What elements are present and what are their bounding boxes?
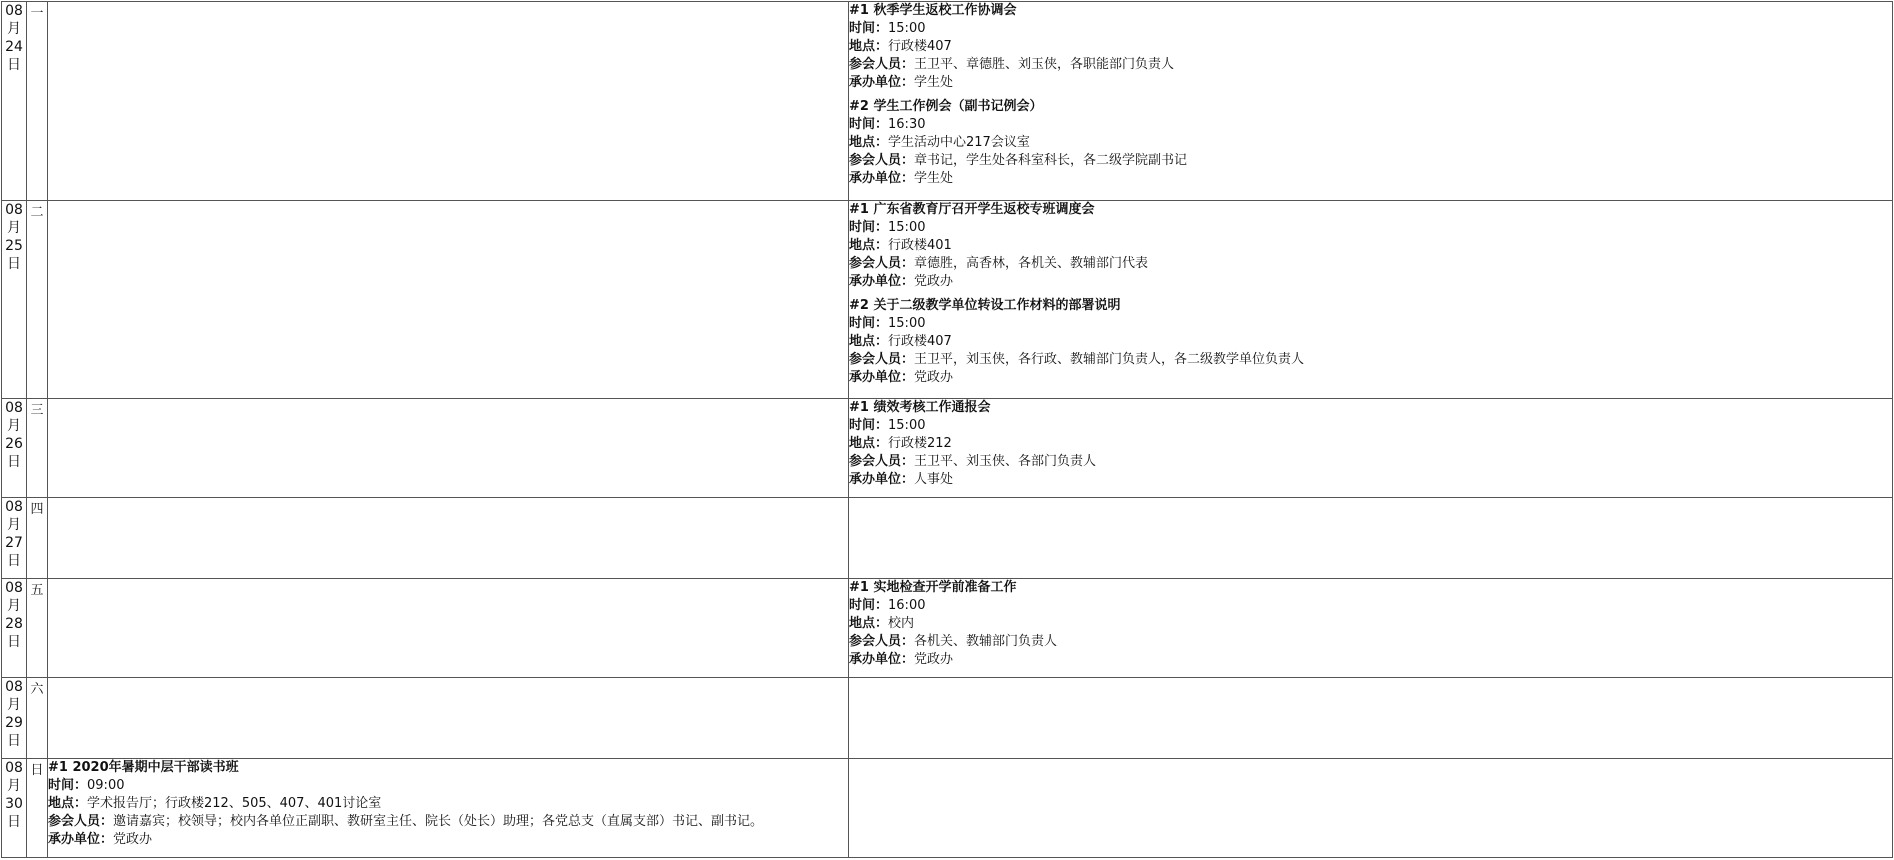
date-cell (2, 759, 27, 858)
date-day-char: 日 (7, 553, 21, 569)
meeting-time-label: 时间： (849, 418, 889, 433)
meeting-time-label: 时间： (849, 220, 889, 235)
meeting-title: #1 广东省教育厅召开学生返校专班调度会 (849, 202, 1095, 217)
meeting-time-value: 15:00 (888, 220, 926, 235)
date-day: 29 (5, 715, 23, 731)
meeting-time-value: 16:30 (888, 117, 926, 132)
meeting-location-value: 学生活动中心217会议室 (888, 135, 1030, 150)
meeting-entry (849, 201, 1892, 291)
date-month-char: 月 (7, 778, 21, 794)
date-month: 08 (5, 499, 23, 515)
meeting-attendees-line (849, 351, 1892, 369)
meeting-attendees-label: 参会人员： (849, 454, 915, 469)
day-row (2, 498, 1893, 579)
date-month-char: 月 (7, 21, 21, 37)
day-row (2, 2, 1893, 201)
meeting-entry (849, 98, 1892, 188)
meeting-time-line (849, 597, 1892, 615)
meeting-location-line (849, 237, 1892, 255)
afternoon-slot (849, 399, 1893, 498)
date-month: 08 (5, 3, 23, 19)
meeting-organizer-line (849, 273, 1892, 291)
meeting-location-value: 行政楼212 (888, 436, 952, 451)
meeting-organizer-line (48, 831, 848, 849)
meeting-time-label: 时间： (48, 778, 88, 793)
meeting-attendees-line (849, 633, 1892, 651)
meeting-location-line (849, 38, 1892, 56)
meeting-location-label: 地点： (849, 334, 889, 349)
meeting-entry (849, 297, 1892, 387)
date-month-char: 月 (7, 598, 21, 614)
date-day-char: 日 (7, 634, 21, 650)
date-day-char: 日 (7, 256, 21, 272)
weekday-cell: 三 (27, 399, 48, 498)
meeting-organizer-value: 学生处 (914, 171, 954, 186)
meeting-title: #1 绩效考核工作通报会 (849, 400, 991, 415)
schedule-body (2, 2, 1893, 858)
meeting-organizer-label: 承办单位： (48, 832, 114, 847)
morning-slot (48, 678, 849, 759)
meeting-location-value: 行政楼407 (888, 39, 952, 54)
meeting-attendees-label: 参会人员： (849, 153, 915, 168)
meeting-organizer-label: 承办单位： (849, 274, 915, 289)
morning-slot (48, 579, 849, 678)
meeting-time-line (849, 20, 1892, 38)
day-row (2, 201, 1893, 399)
meeting-time-label: 时间： (849, 598, 889, 613)
meeting-location-line (849, 615, 1892, 633)
meeting-location-label: 地点： (849, 238, 889, 253)
meeting-organizer-label: 承办单位： (849, 370, 915, 385)
morning-slot (48, 2, 849, 201)
date-cell (2, 678, 27, 759)
day-row (2, 579, 1893, 678)
date-day: 25 (5, 238, 23, 254)
date-month: 08 (5, 679, 23, 695)
meeting-location-line (48, 795, 848, 813)
morning-slot (48, 498, 849, 579)
meeting-time-line (849, 116, 1892, 134)
date-cell (2, 2, 27, 201)
date-month: 08 (5, 202, 23, 218)
meeting-attendees-line (849, 453, 1892, 471)
afternoon-slot (849, 2, 1893, 201)
meeting-title: #2 关于二级教学单位转设工作材料的部署说明 (849, 298, 1121, 313)
meeting-location-label: 地点： (849, 616, 889, 631)
meeting-organizer-value: 学生处 (914, 75, 954, 90)
meeting-attendees-label: 参会人员： (849, 634, 915, 649)
meeting-time-line (849, 417, 1892, 435)
date-day: 27 (5, 535, 23, 551)
date-day-char: 日 (7, 454, 21, 470)
morning-slot (48, 201, 849, 399)
date-month-char: 月 (7, 220, 21, 236)
meeting-attendees-label: 参会人员： (48, 814, 114, 829)
meeting-entry (849, 2, 1892, 92)
meeting-attendees-line (48, 813, 848, 831)
date-day-char: 日 (7, 733, 21, 749)
meeting-title: #2 学生工作例会（副书记例会） (849, 99, 1043, 114)
meeting-attendees-value: 各机关、教辅部门负责人 (914, 634, 1058, 649)
meeting-time-line (849, 219, 1892, 237)
meeting-organizer-label: 承办单位： (849, 75, 915, 90)
meeting-time-value: 15:00 (888, 316, 926, 331)
meeting-location-label: 地点： (48, 796, 88, 811)
date-month-char: 月 (7, 517, 21, 533)
meeting-time-value: 16:00 (888, 598, 926, 613)
date-cell (2, 579, 27, 678)
date-cell (2, 498, 27, 579)
meeting-time-label: 时间： (849, 21, 889, 36)
meeting-time-line (48, 777, 848, 795)
date-cell (2, 399, 27, 498)
meeting-title: #1 2020年暑期中层干部读书班 (48, 760, 239, 775)
meeting-attendees-label: 参会人员： (849, 57, 915, 72)
meeting-location-label: 地点： (849, 436, 889, 451)
day-row (2, 678, 1893, 759)
meeting-attendees-label: 参会人员： (849, 256, 915, 271)
meeting-location-label: 地点： (849, 39, 889, 54)
meeting-location-value: 学术报告厅；行政楼212、505、407、401讨论室 (87, 796, 382, 811)
date-cell (2, 201, 27, 399)
meeting-attendees-line (849, 255, 1892, 273)
meeting-organizer-label: 承办单位： (849, 171, 915, 186)
meeting-entry (48, 759, 848, 849)
date-day-char: 日 (7, 57, 21, 73)
meeting-organizer-line (849, 651, 1892, 669)
afternoon-slot (849, 678, 1893, 759)
day-row (2, 759, 1893, 858)
meeting-organizer-value: 党政办 (914, 274, 954, 289)
meeting-time-value: 09:00 (87, 778, 125, 793)
meeting-attendees-label: 参会人员： (849, 352, 915, 367)
meeting-attendees-value: 王卫平，刘玉侠，各行政、教辅部门负责人，各二级教学单位负责人 (914, 352, 1305, 367)
meeting-location-line (849, 134, 1892, 152)
weekday-cell: 一 (27, 2, 48, 201)
meeting-organizer-value: 党政办 (113, 832, 153, 847)
meeting-organizer-value: 人事处 (914, 472, 954, 487)
meeting-attendees-line (849, 152, 1892, 170)
morning-slot (48, 759, 849, 858)
meeting-organizer-value: 党政办 (914, 370, 954, 385)
meeting-location-label: 地点： (849, 135, 889, 150)
date-day-char: 日 (7, 814, 21, 830)
meeting-attendees-value: 章德胜，高香林，各机关、教辅部门代表 (914, 256, 1149, 271)
meeting-organizer-label: 承办单位： (849, 472, 915, 487)
meeting-time-label: 时间： (849, 316, 889, 331)
meeting-attendees-line (849, 56, 1892, 74)
date-month: 08 (5, 400, 23, 416)
meeting-time-line (849, 315, 1892, 333)
meeting-location-line (849, 333, 1892, 351)
date-day: 28 (5, 616, 23, 632)
meeting-entry (849, 399, 1892, 489)
meeting-location-value: 行政楼407 (888, 334, 952, 349)
meeting-location-value: 校内 (888, 616, 915, 631)
meeting-organizer-label: 承办单位： (849, 652, 915, 667)
meeting-organizer-value: 党政办 (914, 652, 954, 667)
date-month: 08 (5, 580, 23, 596)
morning-slot (48, 399, 849, 498)
meeting-location-value: 行政楼401 (888, 238, 952, 253)
day-row (2, 399, 1893, 498)
date-month: 08 (5, 760, 23, 776)
meeting-organizer-line (849, 369, 1892, 387)
weekly-schedule-table (1, 1, 1893, 858)
meeting-organizer-line (849, 74, 1892, 92)
date-day: 24 (5, 39, 23, 55)
afternoon-slot (849, 579, 1893, 678)
afternoon-slot (849, 759, 1893, 858)
afternoon-slot (849, 498, 1893, 579)
meeting-entry (849, 579, 1892, 669)
date-day: 26 (5, 436, 23, 452)
meeting-attendees-value: 邀请嘉宾；校领导；校内各单位正副职、教研室主任、院长（处长）助理；各党总支（直属支部）书记、副书记。 (113, 814, 764, 829)
meeting-title: #1 秋季学生返校工作协调会 (849, 3, 1017, 18)
meeting-time-value: 15:00 (888, 418, 926, 433)
meeting-time-label: 时间： (849, 117, 889, 132)
meeting-attendees-value: 王卫平、刘玉侠、各部门负责人 (914, 454, 1097, 469)
date-day: 30 (5, 796, 23, 812)
weekday-cell: 六 (27, 678, 48, 759)
meeting-organizer-line (849, 170, 1892, 188)
meeting-time-value: 15:00 (888, 21, 926, 36)
meeting-title: #1 实地检查开学前准备工作 (849, 580, 1017, 595)
meeting-attendees-value: 王卫平、章德胜、刘玉侠，各职能部门负责人 (914, 57, 1175, 72)
weekday-cell: 日 (27, 759, 48, 858)
afternoon-slot (849, 201, 1893, 399)
weekday-cell: 四 (27, 498, 48, 579)
meeting-organizer-line (849, 471, 1892, 489)
date-month-char: 月 (7, 697, 21, 713)
weekday-cell: 二 (27, 201, 48, 399)
weekday-cell: 五 (27, 579, 48, 678)
meeting-attendees-value: 章书记，学生处各科室科长，各二级学院副书记 (914, 153, 1188, 168)
date-month-char: 月 (7, 418, 21, 434)
meeting-location-line (849, 435, 1892, 453)
